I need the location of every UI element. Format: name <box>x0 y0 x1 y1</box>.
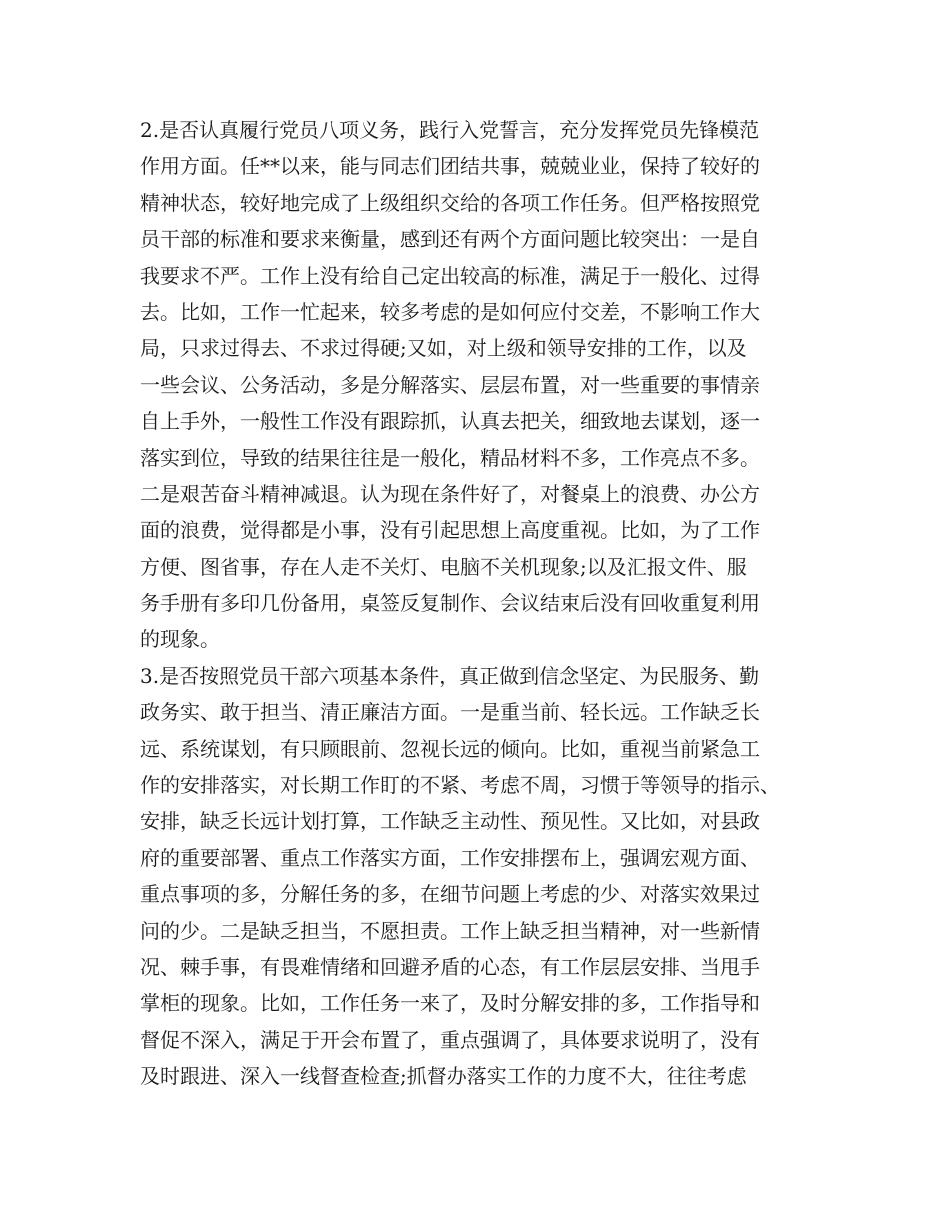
text-line: 作的安排落实，对长期工作盯的不紧、考虑不周，习惯于等领导的指示、 <box>140 773 780 798</box>
text-line: 政务实、敢于担当、清正廉洁方面。一是重当前、轻长远。工作缺乏长 <box>140 700 760 725</box>
text-line: 务手册有多印几份备用，桌签反复制作、会议结束后没有回收重复利用 <box>140 591 760 616</box>
text-line: 重点事项的多，分解任务的多，在细节问题上考虑的少、对落实效果过 <box>140 882 760 907</box>
text-line: 3.是否按照党员干部六项基本条件，真正做到信念坚定、为民服务、勤 <box>140 663 760 688</box>
text-line: 落实到位，导致的结果往往是一般化，精品材料不多，工作亮点不多。 <box>140 445 760 470</box>
text-line: 掌柜的现象。比如，工作任务一来了，及时分解安排的多，工作指导和 <box>140 991 760 1016</box>
text-line: 问的少。二是缺乏担当，不愿担责。工作上缺乏担当精神，对一些新情 <box>140 918 760 943</box>
text-line: 去。比如，工作一忙起来，较多考虑的是如何应付交差，不影响工作大 <box>140 299 760 324</box>
text-line: 我要求不严。工作上没有给自己定出较高的标准，满足于一般化、过得 <box>140 263 760 288</box>
text-line: 局，只求过得去、不求过得硬;又如，对上级和领导安排的工作，以及 <box>140 336 747 361</box>
text-line: 督促不深入，满足于开会布置了，重点强调了，具体要求说明了，没有 <box>140 1027 760 1052</box>
text-line: 方便、图省事，存在人走不关灯、电脑不关机现象;以及汇报文件、服 <box>140 554 747 579</box>
text-line: 府的重要部署、重点工作落实方面，工作安排摆布上，强调宏观方面、 <box>140 845 760 870</box>
text-line: 安排，缺乏长远计划打算，工作缺乏主动性、预见性。又比如，对县政 <box>140 809 760 834</box>
text-line: 况、棘手事，有畏难情绪和回避矛盾的心态，有工作层层安排、当甩手 <box>140 954 760 979</box>
text-line: 作用方面。任**以来，能与同志们团结共事，兢兢业业，保持了较好的 <box>140 154 760 179</box>
text-line: 自上手外，一般性工作没有跟踪抓，认真去把关，细致地去谋划，逐一 <box>140 409 760 434</box>
text-line: 的现象。 <box>140 627 220 652</box>
text-line: 2.是否认真履行党员八项义务，践行入党誓言，充分发挥党员先锋模范 <box>140 118 760 142</box>
text-line: 精神状态，较好地完成了上级组织交给的各项工作任务。但严格按照党 <box>140 190 760 215</box>
text-line: 二是艰苦奋斗精神减退。认为现在条件好了，对餐桌上的浪费、办公方 <box>140 481 760 506</box>
text-line: 一些会议、公务活动，多是分解落实、层层布置，对一些重要的事情亲 <box>140 372 760 397</box>
text-line: 远、系统谋划，有只顾眼前、忽视长远的倾向。比如，重视当前紧急工 <box>140 736 760 761</box>
text-line: 员干部的标准和要求来衡量，感到还有两个方面问题比较突出：一是自 <box>140 227 760 252</box>
text-line: 及时跟进、深入一线督查检查;抓督办落实工作的力度不大，往往考虑 <box>140 1064 747 1089</box>
text-line: 面的浪费，觉得都是小事，没有引起思想上高度重视。比如，为了工作 <box>140 518 760 543</box>
body-text <box>140 112 820 1095</box>
